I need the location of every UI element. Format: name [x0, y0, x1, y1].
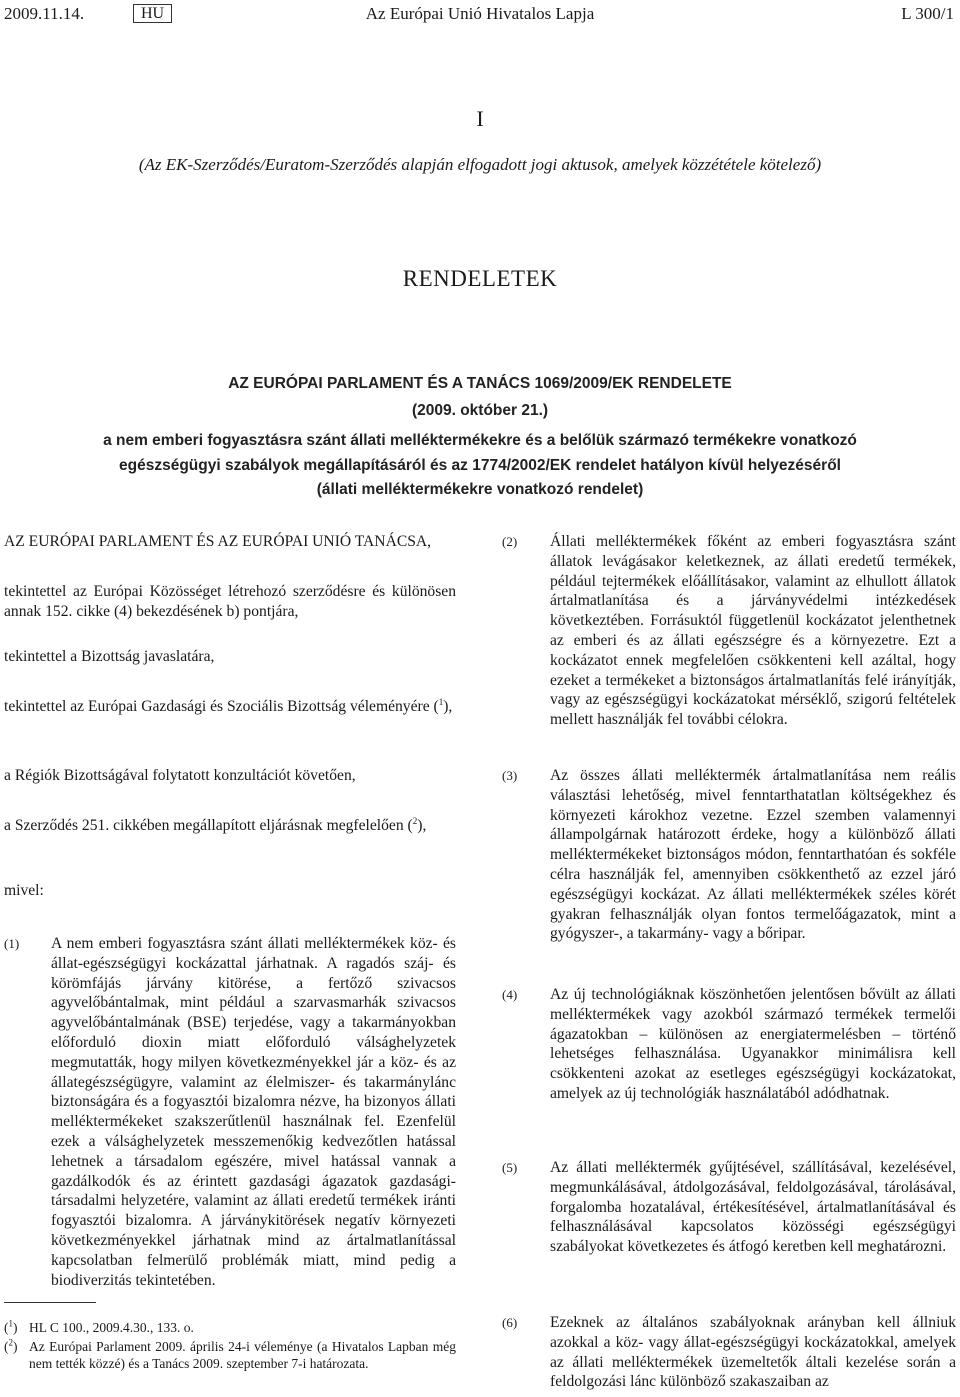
regulation-subject-line-1: a nem emberi fogyasztásra szánt állati melléktermékekre és a belőlük származó termékekre vonatkozó — [103, 432, 857, 449]
regulation-title: AZ EURÓPAI PARLAMENT ÉS A TANÁCS 1069/2009/EK RENDELETE — [228, 375, 732, 392]
recital-text: A nem emberi fogyasztásra szánt állati melléktermékek köz- és állat-egészségügyi kockázattal járhatnak. A ragadós száj- és körömfájás járvány kitörése, a fertőző szivacsos agyvelőbántalmak, mint például a szarvasmarhák szivacsos agyvelőbántalmának (BSE) terjedése, vagy a takarmányokban előforduló dioxin miatt előforduló válsághelyzetek megmutatták, hogy milyen következményekkel jár a köz- és az állategészségügyre, valamint az élelmiszer- és takarmánylánc biztonságára és a fogyasztói bizalomra nézve, ha bizonyos állati melléktermékeket szakszerűtlenül használnak fel. Ezenfelül ezek a válsághelyzetek messzemenőkig kedvezőtlen hatással lehetnek a társadalom egészére, mivel hatással vannak a gazdálkodók és az érintett gazdasági ágazatok gazdasági-társadalmi helyzetére, valamint az állati eredetű termékek iránti fogyasztói bizalomra. A járványkitörések negatív környezeti következményekkel járhatnak mind az ártalmatlanítással kapcsolatban felmerülő problémák miatt, mind pedig a biodiverzitás tekintetében. — [51, 935, 456, 1289]
citation-treaty-text: tekintettel az Európai Közösséget létrehozó szerződésre és különösen annak 152. cikke (4) bekezdésének b) pontjára, — [4, 583, 456, 620]
footnote-divider — [4, 1302, 96, 1303]
recital-text: Az új technológiáknak köszönhetően jelentősen bővült az állati melléktermékek vagy azokból származó termékek termelői ágazatokban – különösen az energiatermelésben – történő lehetséges felhasználása. Ugyanakkor minimálisra kell csökkenteni azokat az esetleges egészségügyi kockázatokat, amelyek az új technológiák használatából adódhatnak. — [550, 986, 956, 1102]
recital-number: (2) — [502, 534, 518, 549]
recital-number: (4) — [502, 987, 518, 1002]
citation-commission-text: tekintettel a Bizottság javaslatára, — [4, 648, 215, 665]
enacting-body-text: AZ EURÓPAI PARLAMENT ÉS AZ EURÓPAI UNIÓ TANÁCSA, — [4, 533, 432, 550]
enacting-body — [4, 532, 456, 552]
citation-treaty — [4, 582, 456, 622]
recital-number: (5) — [502, 1160, 518, 1175]
citation-commission — [4, 647, 456, 667]
recital-text: Az összes állati melléktermék ártalmatlanítása nem reális választási lehetőség, mivel fenntarthatatlan költségekhez és környezeti károkhoz vezetne. Ezzel szemben valamennyi állampolgárnak határozott érdeke, hogy a különböző állati melléktermékeket biztonságos módon, fenntarthatóan és sokféle célra használják fel, amennyiben csökkenthető az ezzel járó egészségügyi kockázat. Az állati melléktermékek széles körét gyakran felhasználják olyan fontos termelőágazatok, mint a gyógyszer-, a takarmány- vagy a bőripar. — [550, 767, 956, 943]
recital-text: Állati melléktermékek főként az emberi fogyasztásra szánt állatok levágásakor keletkeznek, az állati eredetű termékek, például tejtermékek előállításakor, valamint az elhullott állatok ártalmatlanítása és a járványvédelmi intézkedések következtében. Forrásuktól függetlenül kockázatot jelenthetnek az emberi és az állati egészségre és a környezetre. Ezt a kockázatot ennek megfelelően csökkenteni kell azáltal, hogy ezeket a termékeket a biztonságos ártalmatlanítás felé irányítják, vagy az egészségügyi kockázatokat mérséklő, szigorú feltételek mellett használják fel további célokra. — [550, 533, 956, 729]
recital-text: Az állati melléktermék gyűjtésével, szállításával, kezelésével, megmunkálásával, átdolgozásával, feldolgozásával, tárolásával, forgalomba hozatalával, értékesítésével, ártalmatlanításával és felhasználásával kapcsolatos közösségi egészségügyi szabályokat következetes és átfogó keretben kell meghatározni. — [550, 1159, 956, 1256]
citation-eesc-text: tekintettel az Európai Gazdasági és Szociális Bizottság véleményére ($^1$), — [4, 696, 453, 715]
recital-number: (1) — [4, 936, 20, 951]
footnote-mark: ($^2$) — [4, 1337, 18, 1354]
citation-cor — [4, 766, 456, 786]
footnote-mark: ($^1$) — [4, 1318, 18, 1335]
whereas-intro — [4, 881, 456, 901]
footnote-text: Az Európai Parlament 2009. április 24-i véleménye (a Hivatalos Lapban még nem tették közzé) és a Tanács 2009. szeptember 7-i határozata. — [29, 1339, 456, 1371]
citation-cor-text: a Régiók Bizottságával folytatott konzultációt követően, — [4, 767, 356, 784]
footnote-ref-1[interactable]: 1 — [438, 696, 444, 707]
citation-procedure — [4, 816, 456, 836]
section-subtitle: (Az EK-Szerződés/Euratom-Szerződés alapján elfogadott jogi aktusok, amelyek közzététele kötelező) — [138, 155, 822, 174]
whereas-intro-text: mivel: — [4, 882, 44, 899]
citation-eesc — [4, 697, 456, 717]
recital-number: (6) — [502, 1315, 518, 1330]
section-roman-numeral: I — [476, 106, 484, 131]
recital-number: (3) — [502, 768, 518, 783]
section-heading: RENDELETEK — [402, 266, 558, 291]
citation-procedure-text: a Szerződés 251. cikkében megállapított eljárásnak megfelelően ($^2$), — [4, 815, 427, 834]
footnote-ref-2[interactable]: 2 — [412, 815, 418, 826]
header-date: 2009.11.14. — [4, 4, 85, 23]
regulation-subject-line-2: egészségügyi szabályok megállapításáról és az 1774/2002/EK rendelet hatályon kívül helyezéséről — [119, 457, 841, 474]
footnote-text: HL C 100., 2009.4.30., 133. o. — [29, 1320, 194, 1335]
page-reference: L 300/1 — [901, 4, 954, 23]
regulation-date: (2009. október 21.) — [411, 402, 549, 419]
recital-text: Ezeknek az általános szabályoknak arányban kell állniuk azokkal a köz- vagy állat-egészségügyi kockázatokkal, amelyek az állati melléktermékek üzemeltetők általi kezelése során a feldolgozási lánc különböző szakaszaiban az — [550, 1314, 956, 1391]
regulation-short-title: (állati melléktermékekre vonatkozó rendelet) — [316, 481, 644, 498]
language-code: HU — [133, 4, 172, 23]
journal-title: Az Európai Unió Hivatalos Lapja — [365, 4, 595, 23]
